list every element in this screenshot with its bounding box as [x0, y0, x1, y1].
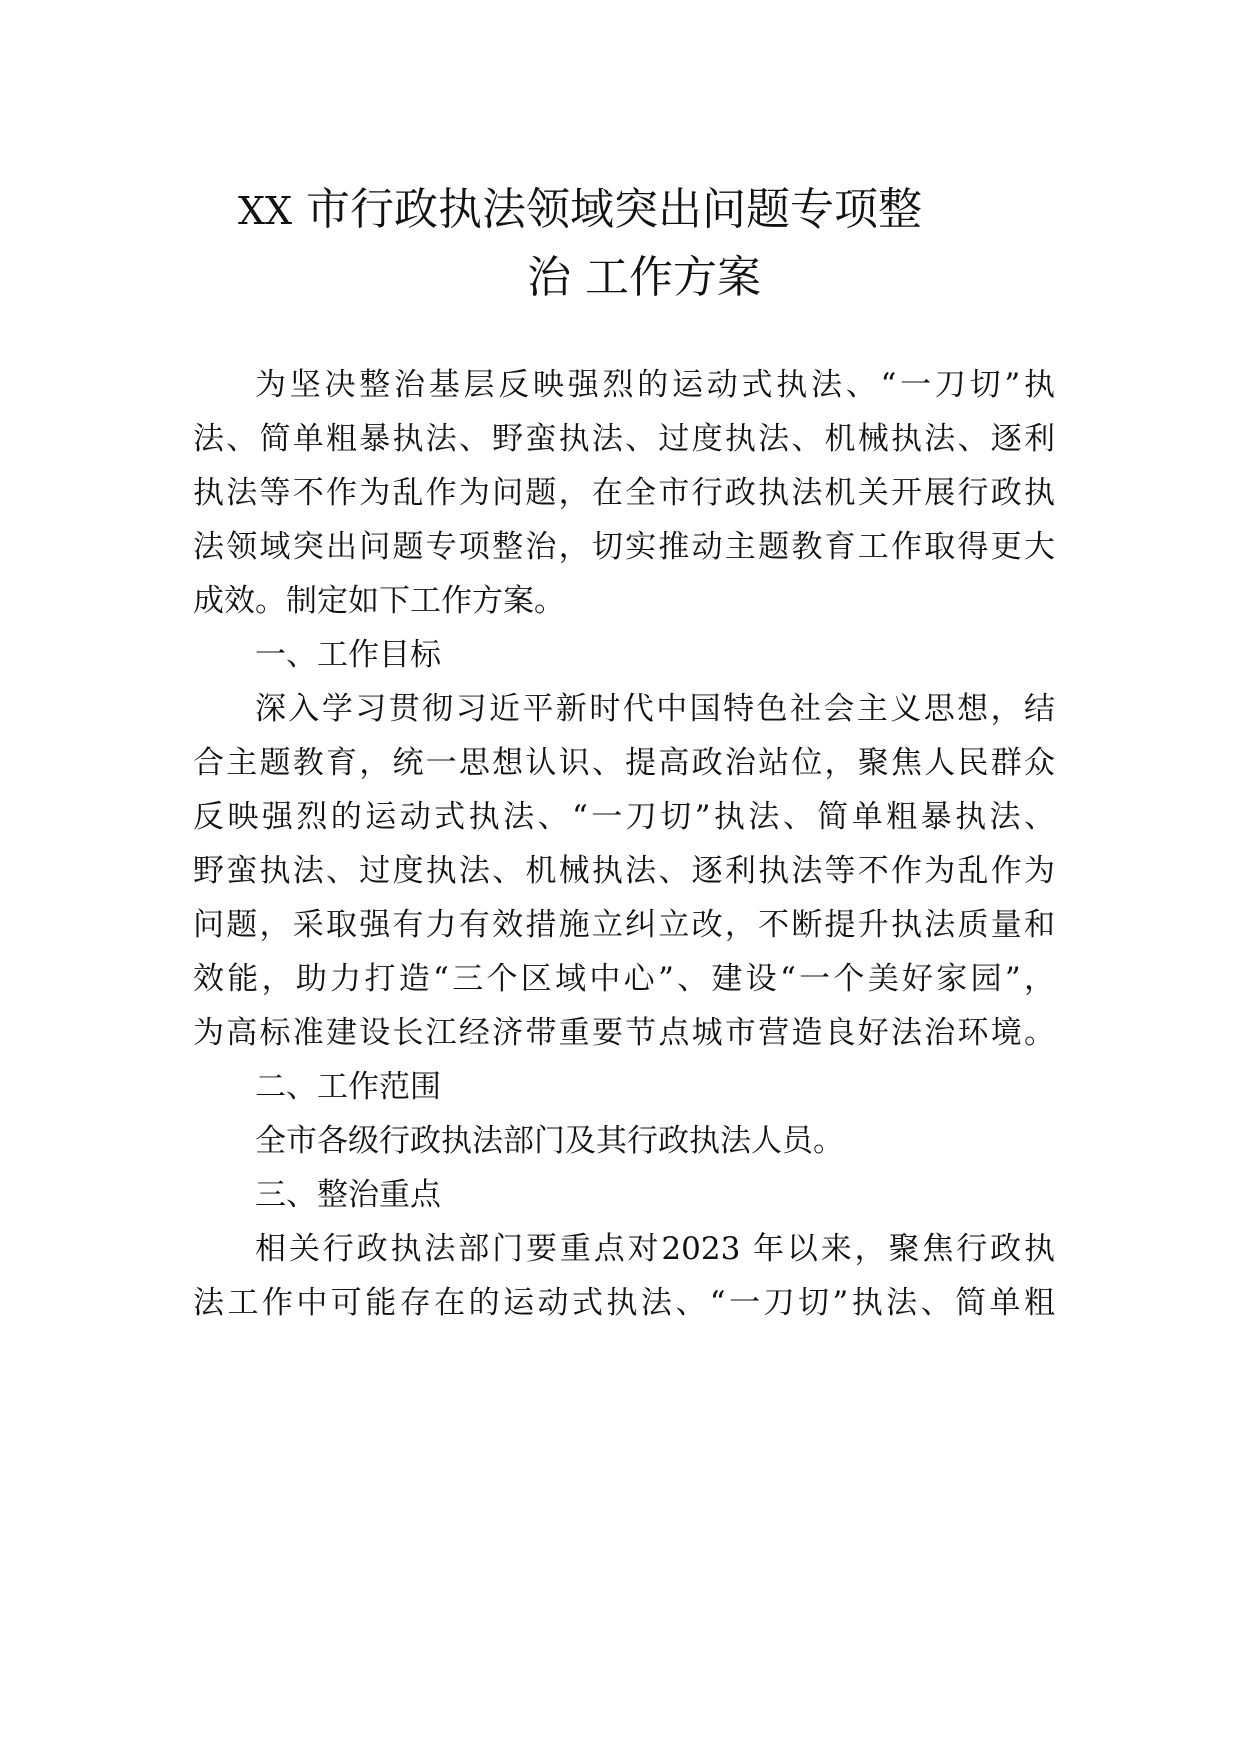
section-heading-focus: 三、整治重点	[255, 1177, 441, 1213]
paragraph-line: 问题，采取强有力有效措施立纠立改，不断提升执法质量和	[193, 907, 1055, 943]
paragraph-line: 为坚决整治基层反映强烈的运动式执法、“一刀切”执	[255, 367, 1055, 403]
paragraph-line: 效能，助力打造“三个区域中心”、建设“一个美好家园”，	[193, 961, 1055, 997]
title-text-2a: 治	[527, 252, 571, 303]
paragraph-line: 法工作中可能存在的运动式执法、“一刀切”执法、简单粗	[193, 1285, 1055, 1321]
section-heading-scope: 二、工作范围	[255, 1069, 441, 1105]
title-text-1: 市行政执法领域突出问题专项整	[306, 184, 923, 235]
paragraph-line: 为高标准建设长江经济带重要节点城市营造良好法治环境。	[193, 1015, 1055, 1051]
paragraph-line: 全市各级行政执法部门及其行政执法人员。	[255, 1123, 844, 1159]
paragraph-line: 相关行政执法部门要重点对2023 年以来，聚焦行政执	[255, 1231, 1055, 1267]
paragraph-line: 反映强烈的运动式执法、“一刀切”执法、简单粗暴执法、	[193, 799, 1055, 835]
document-title-line-2	[24, 248, 1240, 308]
section-heading-goal: 一、工作目标	[255, 637, 441, 673]
paragraph-line: 成效。制定如下工作方案。	[193, 583, 565, 619]
paragraph-line: 深入学习贯彻习近平新时代中国特色社会主义思想，结	[255, 691, 1055, 727]
title-code: XX	[237, 189, 293, 233]
document-title-line-1	[0, 180, 1200, 241]
paragraph-line: 合主题教育，统一思想认识、提高政治站位，聚焦人民群众	[193, 745, 1055, 781]
paragraph-line: 野蛮执法、过度执法、机械执法、逐利执法等不作为乱作为	[193, 853, 1055, 889]
title-text-2b: 工作方案	[585, 252, 761, 303]
paragraph-line: 执法等不作为乱作为问题，在全市行政执法机关开展行政执	[193, 475, 1055, 511]
paragraph-line: 法领域突出问题专项整治，切实推动主题教育工作取得更大	[193, 529, 1055, 565]
paragraph-line: 法、简单粗暴执法、野蛮执法、过度执法、机械执法、逐利	[193, 421, 1055, 457]
